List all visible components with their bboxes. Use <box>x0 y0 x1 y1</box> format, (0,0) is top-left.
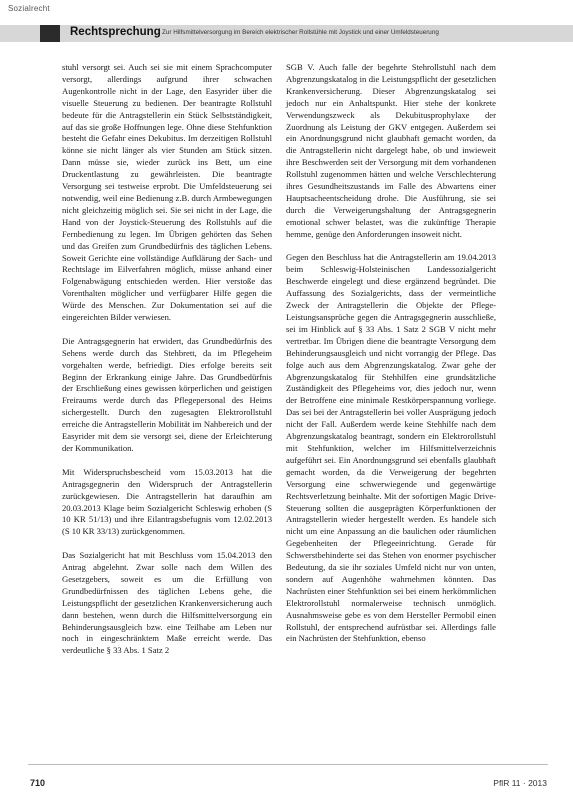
journal-reference: PflR 11 · 2013 <box>493 778 547 788</box>
page-subtitle: Zur Hilfsmittelversorgung im Bereich elektrischer Rollstühle mit Joystick und einer Umfeldsteuerung <box>162 29 439 36</box>
section-label: Sozialrecht <box>8 4 50 13</box>
header-marker <box>40 25 60 42</box>
paragraph: stuhl versorgt sei. Auch sei sie mit einem Sprachcomputer versorgt, allerdings aufgrund ihrer schwachen Augenkontrolle nicht in der Lage, den Easyrider über die visuelle Steuerung zu bedienen. Der beantragte Rollstuhl bedeute für die Antragstellerin ein Stück Selbstständigkeit, auf das sie große Hoffnungen lege. Ohne diese Stehfunktion besteht die Gefahr eines Dekubitus. Im derzeitigen Rollstuhl könne sie nicht länger als vier Stunden am Stück sitzen. Dann müsse sie, wieder zurück ins Bett, um eine Druckentlastung zu gewährleisten. Die beantragte Versorgung sei testweise erprobt. Die Umfeldsteuerung sei notwendig, weil eine Bedienung z.B. durch Armbewegungen nicht gleichzeitig möglich sei. Sie sei nicht in der Lage, die Hand von der Joystick-Steuerung des Rollstuhls auf die Fernbedienung zu legen. Im Übrigen gehörten das Sehen und das Greifen zum Grundbedürfnis des täglichen Lebens. Soweit Gerichte eine vollständige Aufklärung der Sach- und Rechtslage im Eilverfahren möglich, müsse anhand einer Folgenabwägung entschieden werden. Hier verstoße das Vorenthalten möglicher und verfügbarer Hilfe gegen die Würde des Menschen. Zur Dokumentation sei auf die eingereichten Bilder verwiesen. <box>62 62 272 323</box>
footer-divider <box>28 764 548 765</box>
page-number: 710 <box>30 778 46 788</box>
paragraph: Mit Widerspruchsbescheid vom 15.03.2013 hat die Antragsgegnerin den Widerspruch der Antragstellerin zurückgewiesen. Die Antragstellerin hat daraufhin am 20.03.2013 Klage beim Sozialgericht Schleswig erhoben (S 10 KR 51/13) und ihre Eilantragsbefugnis vom 12.02.2013 (S 10 KR 33/13) zurückgenommen. <box>62 466 272 537</box>
page-title: Rechtsprechung <box>70 26 161 38</box>
left-column <box>62 62 272 657</box>
paragraph: Das Sozialgericht hat mit Beschluss vom 15.04.2013 den Antrag abgelehnt. Zwar solle nach dem Willen des Gesetzgebers, soweit es um die Erfüllung von Grundbedürfnissen des täglichen Lebens gehe, die Leistungspflicht der gesetzlichen Krankenversicherung auch dann bestehen, wenn durch die Hilfsmittelversorgung ein Behinderungsausgleich bzw. eine Teilhabe am Leben nur noch in eingeschränktem Maße erreicht werde. Das verdeutliche § 33 Abs. 1 Satz 2 <box>62 550 272 656</box>
paragraph: Die Antragsgegnerin hat erwidert, das Grundbedürfnis des Sehens werde durch das Stehbrett, da im Pflegeheim vorgehalten werde, befriedigt. Dies erfolge bereits seit Beginn der Erkrankung einige Jahre. Das Grundbedürfnis der Erschließung eines gewissen körperlichen und geistigen Freiraums werde durch das Pflegepersonal des Heims sichergestellt. Durch den zugesagten Elektrorollstuhl erreiche die Antragstellerin Mobilität im Nahbereich und der Easyrider mit dem sie versorgt sei, diene der Erleichterung der Kommunikation. <box>62 335 272 453</box>
paragraph: SGB V. Auch falle der begehrte Stehrollstuhl nach dem Abgrenzungskatalog in die Leistungspflicht der gesetzlichen Krankenversicherung. Dieser Abgrenzungskatalog sei jedoch nur ein Anhaltspunkt. Hier stehe der konkrete Verwendungszweck als Dekubitusprophylaxe der Zuordnung als Leistung der GKV entgegen. Außerdem sei ein Anordnungsgrund nicht glaubhaft gemacht worden, da die Antragstellerin nicht dargelegt habe, ob und inwieweit ihre Beschwerden seit der Versorgung mit dem vorhandenen Rollstuhl zugenommen hätten und welche Verschlechterung ihres Gesundheitszustands im Falle des Abwartens einer Hauptsacheentscheidung drohe. Die Ausführung, sie sei durch die Verweigerungshaltung der Antragsgegnerin emotional schwer belastet, was die zukünftige Therapie hemme, genüge den Anforderungen insoweit nicht. <box>286 62 496 239</box>
right-column <box>286 62 496 645</box>
paragraph: Gegen den Beschluss hat die Antragstellerin am 19.04.2013 beim Schleswig-Holsteinischen Landessozialgericht Beschwerde eingelegt und diese ergänzend begründet. Die Auffassung des Sozialgerichts, dass der vermeintliche Zweck der Antragstellerin die Objekte der Pflege-Leistungsansprüche gegen die Antragsgegnerin ausschließe, sei im Hinblick auf § 33 Abs. 1 Satz 2 SGB V nicht mehr vertretbar. Im Übrigen diene die beantragte Versorgung dem Behinderungsausgleich und nicht vorrangig der Pflege. Das folge auch aus dem Abgrenzungskatalog. Zwar gehe der Abgrenzungskatalog für Stehhilfen eine grundsätzliche Zuständigkeit des Pflegeheims vor, dies jedoch nur, wenn der Betroffene eine minimale Restkörperspannung vorliege. Das sei bei der Antragstellerin bei voller Ausprägung jedoch nicht der Fall. Außerdem werde keine Stehhilfe nach dem Abgrenzungskatalog beantragt, sondern ein Elektrorollstuhl mit Stehfunktion, welcher im Hilfsmittelverzeichnis aufgeführt sei. Ein Anordnungsgrund sei ebenfalls glaubhaft gemacht worden, da die Verweigerung der begehrten Versorgung eine schwerwiegende und gegenwärtige Rechtsverletzung beinhalte. Mit der sofortigen Magic Drive-Steuerung sollten die ausgeprägten Körperfunktionen der Antragstellerin wieder hergestellt werden. Es handele sich nicht um eine Anpassung an die baulichen oder räumlichen Gegebenheiten der Pflegeeinrichtung. Gerade für Schwerstbehinderte sei das Stehen von enormer psychischer Bedeutung, da sie ihr soziales Umfeld nicht nur von unten, sondern auf Augenhöhe wahrnehmen könnten. Das Nachrüsten einer Stehfunktion sei bei einem herkömmlichen Elektrorollstuhl normalerweise technisch unmöglich. Ausnahmsweise gebe es von dem Hersteller Permobil einen Rollstuhl, der entsprechend aufrüstbar sei. Allerdings falle ein Nachrüsten der Stehfunktion, ebenso <box>286 252 496 644</box>
